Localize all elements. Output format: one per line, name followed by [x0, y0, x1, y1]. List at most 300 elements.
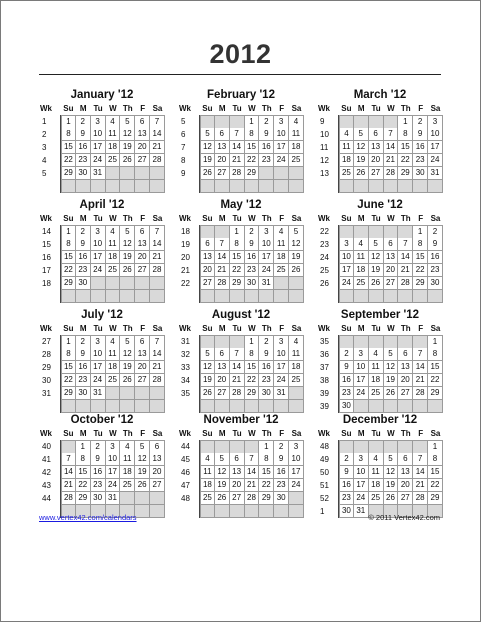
- day-cell: 29: [61, 387, 76, 399]
- week-row: [178, 277, 304, 290]
- weekday-label: Sa: [430, 429, 441, 438]
- day-cell: 17: [91, 251, 106, 263]
- day-cell: 15: [61, 251, 76, 263]
- day-cell: 17: [274, 361, 289, 373]
- weekday-header: [178, 428, 304, 440]
- week-days: [61, 361, 165, 374]
- day-cell: 7: [398, 238, 413, 250]
- weekday-label: W: [387, 429, 395, 438]
- day-cell: 23: [428, 264, 443, 276]
- day-cell: 2: [339, 453, 354, 465]
- day-cell: 16: [91, 466, 106, 478]
- day-cell: 19: [289, 251, 304, 263]
- week-days: [339, 440, 443, 453]
- week-number: 45: [178, 453, 200, 466]
- day-cell: 16: [274, 466, 289, 478]
- day-cell: 15: [230, 251, 245, 263]
- day-cell: 28: [215, 277, 230, 289]
- month-title: December '12: [342, 414, 418, 426]
- week-days: [200, 374, 304, 387]
- empty-day-cell: [135, 505, 150, 517]
- empty-day-cell: [369, 116, 384, 128]
- week-number: 47: [178, 479, 200, 492]
- day-cell: 10: [354, 361, 369, 373]
- day-cell: 21: [230, 154, 245, 166]
- empty-day-cell: [135, 400, 150, 412]
- week-days: [200, 128, 304, 141]
- day-cell: 28: [384, 167, 399, 179]
- empty-day-cell: [61, 290, 76, 302]
- week-days: [339, 238, 443, 251]
- month-title: March '12: [353, 89, 407, 101]
- empty-day-cell: [215, 441, 230, 453]
- week-row: [39, 128, 165, 141]
- week-days: [61, 348, 165, 361]
- day-cell: 23: [339, 387, 354, 399]
- empty-day-cell: [230, 441, 245, 453]
- empty-day-cell: [106, 387, 121, 399]
- week-number: 33: [178, 361, 200, 374]
- day-cell: 21: [61, 479, 76, 491]
- week-days: [339, 277, 443, 290]
- day-cell: 21: [150, 251, 165, 263]
- day-cell: 29: [245, 167, 260, 179]
- week-days: [200, 141, 304, 154]
- empty-day-cell: [259, 400, 274, 412]
- weekday-label: M: [218, 104, 226, 113]
- week-number: 19: [178, 238, 200, 251]
- empty-day-cell: [369, 400, 384, 412]
- week-number: 39: [317, 387, 339, 400]
- day-cell: 22: [259, 479, 274, 491]
- day-cell: 15: [428, 361, 443, 373]
- day-cell: 25: [369, 387, 384, 399]
- empty-day-cell: [150, 180, 165, 192]
- week-days: [61, 115, 165, 128]
- day-cell: 17: [91, 361, 106, 373]
- weekday-label: W: [248, 324, 256, 333]
- week-number: 21: [178, 264, 200, 277]
- week-row: [39, 251, 165, 264]
- empty-day-cell: [230, 400, 245, 412]
- empty-day-cell: [398, 336, 413, 348]
- day-cell: 21: [413, 374, 428, 386]
- day-cell: 8: [61, 238, 76, 250]
- empty-day-cell: [369, 441, 384, 453]
- empty-day-cell: [413, 400, 428, 412]
- day-cell: 22: [76, 479, 91, 491]
- day-cell: 12: [369, 251, 384, 263]
- day-cell: 18: [120, 466, 135, 478]
- day-cell: 26: [384, 387, 399, 399]
- month-block: [317, 412, 443, 518]
- day-cell: 31: [274, 387, 289, 399]
- week-row: [178, 128, 304, 141]
- day-cell: 9: [274, 453, 289, 465]
- week-number: 15: [39, 238, 61, 251]
- weekday-label: F: [140, 104, 146, 113]
- week-days: [339, 128, 443, 141]
- day-cell: 4: [289, 336, 304, 348]
- weekday-header: [317, 213, 443, 225]
- empty-day-cell: [200, 290, 215, 302]
- day-cell: 27: [150, 479, 165, 491]
- day-cell: 11: [106, 238, 121, 250]
- week-number: [178, 180, 200, 193]
- day-cell: 14: [215, 251, 230, 263]
- week-row: [39, 361, 165, 374]
- day-cell: 18: [339, 154, 354, 166]
- week-row: [178, 167, 304, 180]
- month-block: [317, 87, 443, 193]
- week-number: 2: [39, 128, 61, 141]
- day-cell: 5: [200, 348, 215, 360]
- empty-day-cell: [120, 492, 135, 504]
- empty-day-cell: [200, 441, 215, 453]
- week-row: [317, 466, 443, 479]
- week-row: [39, 290, 165, 303]
- day-cell: 4: [339, 128, 354, 140]
- week-days: [200, 180, 304, 193]
- week-number: 4: [39, 154, 61, 167]
- day-cell: 26: [384, 492, 399, 504]
- day-cell: 26: [120, 264, 135, 276]
- week-number: 26: [317, 277, 339, 290]
- empty-day-cell: [230, 116, 245, 128]
- day-cell: 13: [398, 361, 413, 373]
- empty-day-cell: [120, 400, 135, 412]
- weekday-label: Su: [341, 324, 352, 333]
- day-cell: 28: [413, 492, 428, 504]
- empty-day-cell: [354, 336, 369, 348]
- week-row: [317, 251, 443, 264]
- week-row: [178, 505, 304, 518]
- weekday-label: Su: [341, 214, 352, 223]
- day-cell: 12: [384, 361, 399, 373]
- day-cell: 15: [245, 361, 260, 373]
- week-days: [200, 238, 304, 251]
- week-days: [339, 361, 443, 374]
- week-number: 12: [317, 154, 339, 167]
- empty-day-cell: [384, 336, 399, 348]
- day-cell: 14: [150, 128, 165, 140]
- weekday-label: Sa: [152, 429, 163, 438]
- week-number-header: Wk: [318, 104, 330, 113]
- empty-day-cell: [120, 277, 135, 289]
- day-cell: 31: [354, 505, 369, 517]
- week-number: 52: [317, 492, 339, 505]
- weekday-label: Th: [400, 214, 411, 223]
- day-cell: 29: [61, 167, 76, 179]
- day-cell: 3: [106, 441, 121, 453]
- day-cell: 31: [106, 492, 121, 504]
- day-cell: 11: [106, 128, 121, 140]
- week-row: [317, 180, 443, 193]
- day-cell: 12: [200, 361, 215, 373]
- day-cell: 1: [245, 116, 260, 128]
- month-title: September '12: [340, 309, 420, 321]
- empty-day-cell: [289, 180, 304, 192]
- title-divider: [39, 74, 441, 75]
- weekday-label: Sa: [152, 214, 163, 223]
- empty-day-cell: [91, 277, 106, 289]
- week-days: [200, 505, 304, 518]
- weekday-label: Th: [400, 429, 411, 438]
- weekday-label: Su: [63, 324, 74, 333]
- day-cell: 6: [150, 441, 165, 453]
- day-cell: 24: [91, 264, 106, 276]
- day-cell: 3: [274, 336, 289, 348]
- empty-day-cell: [354, 400, 369, 412]
- day-cell: 20: [398, 479, 413, 491]
- day-cell: 17: [259, 251, 274, 263]
- vertex42-calendars-link[interactable]: www.vertex42.com/calendars: [39, 513, 137, 522]
- week-days: [200, 348, 304, 361]
- week-row: [317, 374, 443, 387]
- day-cell: 18: [289, 361, 304, 373]
- week-days: [200, 492, 304, 505]
- month-title: May '12: [220, 199, 262, 211]
- day-cell: 31: [91, 167, 106, 179]
- week-number: 35: [317, 335, 339, 348]
- week-days: [200, 361, 304, 374]
- day-cell: 26: [215, 492, 230, 504]
- week-row: [39, 238, 165, 251]
- week-row: [39, 440, 165, 453]
- week-row: [178, 387, 304, 400]
- week-row: [178, 453, 304, 466]
- day-cell: 25: [106, 264, 121, 276]
- week-number: 44: [39, 492, 61, 505]
- week-days: [339, 225, 443, 238]
- day-cell: 23: [259, 374, 274, 386]
- week-row: [178, 492, 304, 505]
- week-number: 34: [178, 374, 200, 387]
- week-row: [317, 238, 443, 251]
- day-cell: 13: [384, 251, 399, 263]
- week-days: [61, 251, 165, 264]
- empty-day-cell: [369, 336, 384, 348]
- day-cell: 4: [120, 441, 135, 453]
- empty-day-cell: [76, 400, 91, 412]
- day-cell: 20: [215, 154, 230, 166]
- day-cell: 17: [91, 141, 106, 153]
- weekday-label: Su: [63, 214, 74, 223]
- empty-day-cell: [354, 180, 369, 192]
- weekday-header: [317, 428, 443, 440]
- day-cell: 10: [91, 128, 106, 140]
- empty-day-cell: [398, 290, 413, 302]
- day-cell: 19: [384, 479, 399, 491]
- day-cell: 23: [91, 479, 106, 491]
- day-cell: 12: [120, 238, 135, 250]
- day-cell: 28: [398, 277, 413, 289]
- weekday-label: Tu: [232, 104, 242, 113]
- day-cell: 26: [120, 154, 135, 166]
- day-cell: 4: [289, 116, 304, 128]
- empty-day-cell: [61, 400, 76, 412]
- month-title: April '12: [79, 199, 125, 211]
- week-row: [317, 335, 443, 348]
- day-cell: 30: [428, 277, 443, 289]
- week-number: 22: [317, 225, 339, 238]
- week-row: [317, 264, 443, 277]
- empty-day-cell: [274, 400, 289, 412]
- day-cell: 17: [354, 374, 369, 386]
- week-row: [178, 290, 304, 303]
- week-days: [61, 440, 165, 453]
- empty-day-cell: [398, 400, 413, 412]
- week-number: [317, 290, 339, 303]
- week-row: [178, 180, 304, 193]
- empty-day-cell: [61, 180, 76, 192]
- day-cell: 2: [428, 226, 443, 238]
- week-row: [317, 277, 443, 290]
- weekday-label: Tu: [93, 214, 103, 223]
- day-cell: 15: [245, 141, 260, 153]
- day-cell: 18: [106, 141, 121, 153]
- empty-day-cell: [259, 290, 274, 302]
- day-cell: 7: [384, 128, 399, 140]
- day-cell: 10: [259, 238, 274, 250]
- day-cell: 13: [369, 141, 384, 153]
- empty-day-cell: [384, 180, 399, 192]
- day-cell: 27: [215, 387, 230, 399]
- week-days: [61, 335, 165, 348]
- day-cell: 16: [413, 141, 428, 153]
- week-days: [339, 492, 443, 505]
- day-cell: 8: [61, 348, 76, 360]
- week-days: [200, 251, 304, 264]
- day-cell: 30: [413, 167, 428, 179]
- empty-day-cell: [150, 387, 165, 399]
- day-cell: 11: [289, 348, 304, 360]
- day-cell: 7: [230, 348, 245, 360]
- week-row: [178, 141, 304, 154]
- day-cell: 23: [339, 492, 354, 504]
- day-cell: 29: [398, 167, 413, 179]
- day-cell: 24: [106, 479, 121, 491]
- day-cell: 5: [384, 348, 399, 360]
- day-cell: 22: [428, 479, 443, 491]
- day-cell: 18: [354, 264, 369, 276]
- week-number: 30: [39, 374, 61, 387]
- week-number: 31: [39, 387, 61, 400]
- day-cell: 23: [76, 264, 91, 276]
- day-cell: 20: [398, 374, 413, 386]
- day-cell: 26: [200, 167, 215, 179]
- day-cell: 15: [259, 466, 274, 478]
- week-number: [39, 290, 61, 303]
- day-cell: 20: [135, 251, 150, 263]
- weekday-label: Th: [122, 104, 133, 113]
- day-cell: 25: [106, 374, 121, 386]
- day-cell: 4: [106, 226, 121, 238]
- empty-day-cell: [428, 180, 443, 192]
- week-row: [317, 290, 443, 303]
- week-row: [317, 225, 443, 238]
- day-cell: 8: [413, 238, 428, 250]
- weekday-label: F: [279, 324, 285, 333]
- day-cell: 7: [413, 453, 428, 465]
- day-cell: 26: [289, 264, 304, 276]
- weekday-label: W: [248, 429, 256, 438]
- day-cell: 14: [413, 466, 428, 478]
- week-days: [200, 264, 304, 277]
- day-cell: 20: [150, 466, 165, 478]
- week-row: [39, 277, 165, 290]
- week-days: [339, 115, 443, 128]
- day-cell: 22: [245, 154, 260, 166]
- day-cell: 10: [289, 453, 304, 465]
- empty-day-cell: [289, 400, 304, 412]
- week-days: [339, 154, 443, 167]
- day-cell: 22: [61, 374, 76, 386]
- empty-day-cell: [76, 290, 91, 302]
- empty-day-cell: [215, 290, 230, 302]
- week-number: 22: [178, 277, 200, 290]
- weekday-label: F: [140, 429, 146, 438]
- day-cell: 14: [398, 251, 413, 263]
- week-row: [39, 466, 165, 479]
- day-cell: 9: [413, 128, 428, 140]
- day-cell: 5: [120, 336, 135, 348]
- day-cell: 30: [91, 492, 106, 504]
- day-cell: 12: [200, 141, 215, 153]
- week-days: [339, 374, 443, 387]
- empty-day-cell: [384, 441, 399, 453]
- day-cell: 4: [354, 238, 369, 250]
- empty-day-cell: [398, 226, 413, 238]
- year-title: 2012: [209, 39, 272, 69]
- day-cell: 3: [289, 441, 304, 453]
- day-cell: 8: [428, 453, 443, 465]
- weekday-header: [39, 103, 165, 115]
- week-number-header: Wk: [318, 324, 330, 333]
- day-cell: 8: [61, 128, 76, 140]
- day-cell: 5: [120, 116, 135, 128]
- day-cell: 16: [259, 361, 274, 373]
- empty-day-cell: [274, 505, 289, 517]
- weekday-label: Sa: [291, 104, 302, 113]
- day-cell: 19: [215, 479, 230, 491]
- weekday-label: F: [279, 214, 285, 223]
- weekday-header: [39, 213, 165, 225]
- day-cell: 28: [413, 387, 428, 399]
- day-cell: 14: [230, 361, 245, 373]
- day-cell: 4: [200, 453, 215, 465]
- day-cell: 3: [339, 238, 354, 250]
- week-number: 3: [39, 141, 61, 154]
- day-cell: 23: [274, 479, 289, 491]
- day-cell: 15: [61, 361, 76, 373]
- day-cell: 16: [76, 361, 91, 373]
- empty-day-cell: [339, 180, 354, 192]
- day-cell: 19: [384, 374, 399, 386]
- month-block: [178, 307, 304, 413]
- day-cell: 8: [428, 348, 443, 360]
- week-number: 48: [317, 440, 339, 453]
- weekday-label: Su: [202, 214, 213, 223]
- day-cell: 28: [150, 264, 165, 276]
- day-cell: 2: [413, 116, 428, 128]
- weekday-label: Tu: [371, 214, 381, 223]
- week-number: 20: [178, 251, 200, 264]
- week-row: [178, 264, 304, 277]
- day-cell: 24: [289, 479, 304, 491]
- empty-day-cell: [215, 336, 230, 348]
- month-title: February '12: [207, 89, 275, 101]
